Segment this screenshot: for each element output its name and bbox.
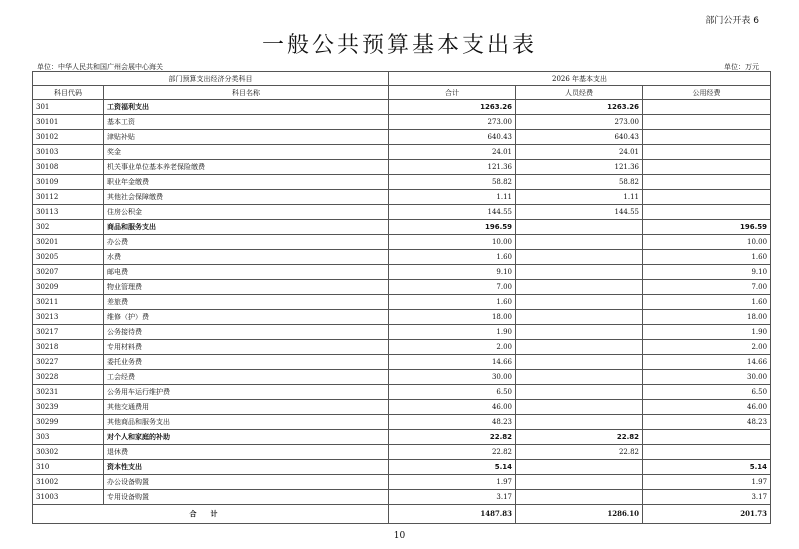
table-row xyxy=(33,130,771,145)
row-personnel: 22.82 xyxy=(516,430,643,445)
row-total: 48.23 xyxy=(389,415,516,430)
row-personnel xyxy=(516,460,643,475)
table-row xyxy=(33,190,771,205)
header-personnel: 人员经费 xyxy=(516,86,643,100)
row-name: 工资福利支出 xyxy=(104,100,389,115)
row-personnel xyxy=(516,235,643,250)
row-public xyxy=(643,160,771,175)
row-total: 58.82 xyxy=(389,175,516,190)
row-code: 30231 xyxy=(33,385,104,400)
row-name: 维修（护）费 xyxy=(104,310,389,325)
row-personnel: 144.55 xyxy=(516,205,643,220)
row-name: 奖金 xyxy=(104,145,389,160)
row-public: 6.50 xyxy=(643,385,771,400)
table-row xyxy=(33,115,771,130)
row-total: 1263.26 xyxy=(389,100,516,115)
row-name: 机关事业单位基本养老保险缴费 xyxy=(104,160,389,175)
row-code: 303 xyxy=(33,430,104,445)
header-name: 科目名称 xyxy=(104,86,389,100)
row-public xyxy=(643,115,771,130)
row-public: 196.59 xyxy=(643,220,771,235)
table-row xyxy=(33,445,771,460)
table-row xyxy=(33,205,771,220)
table-row xyxy=(33,265,771,280)
table-row xyxy=(33,355,771,370)
row-code: 30239 xyxy=(33,400,104,415)
row-total: 3.17 xyxy=(389,490,516,505)
row-public: 46.00 xyxy=(643,400,771,415)
row-public xyxy=(643,145,771,160)
row-name: 物业管理费 xyxy=(104,280,389,295)
table-row xyxy=(33,235,771,250)
total-personnel: 1286.10 xyxy=(516,505,643,524)
total-sum: 1487.83 xyxy=(389,505,516,524)
table-row xyxy=(33,460,771,475)
row-total: 5.14 xyxy=(389,460,516,475)
row-public: 1.97 xyxy=(643,475,771,490)
row-personnel xyxy=(516,280,643,295)
row-name: 资本性支出 xyxy=(104,460,389,475)
row-public: 7.00 xyxy=(643,280,771,295)
row-total: 14.66 xyxy=(389,355,516,370)
row-personnel xyxy=(516,250,643,265)
row-public xyxy=(643,100,771,115)
row-total: 1.60 xyxy=(389,295,516,310)
row-personnel: 58.82 xyxy=(516,175,643,190)
row-personnel xyxy=(516,340,643,355)
row-total: 9.10 xyxy=(389,265,516,280)
row-total: 1.90 xyxy=(389,325,516,340)
row-total: 46.00 xyxy=(389,400,516,415)
row-code: 30201 xyxy=(33,235,104,250)
row-name: 专用材料费 xyxy=(104,340,389,355)
row-name: 办公设备购置 xyxy=(104,475,389,490)
page-number: 10 xyxy=(393,531,406,541)
row-name: 专用设备购置 xyxy=(104,490,389,505)
total-row xyxy=(33,505,771,524)
header-public: 公用经费 xyxy=(643,86,771,100)
total-label: 合计 xyxy=(33,505,389,524)
row-total: 2.00 xyxy=(389,340,516,355)
table-row xyxy=(33,310,771,325)
table-row xyxy=(33,220,771,235)
unit-currency: 单位：万元 xyxy=(724,63,759,71)
row-personnel: 1263.26 xyxy=(516,100,643,115)
table-row xyxy=(33,280,771,295)
header-economic-category: 部门预算支出经济分类科目 xyxy=(33,72,389,86)
row-name: 津贴补贴 xyxy=(104,130,389,145)
row-code: 30109 xyxy=(33,175,104,190)
row-personnel xyxy=(516,310,643,325)
row-personnel: 1.11 xyxy=(516,190,643,205)
row-name: 邮电费 xyxy=(104,265,389,280)
row-total: 10.00 xyxy=(389,235,516,250)
row-personnel xyxy=(516,385,643,400)
row-personnel: 22.82 xyxy=(516,445,643,460)
row-code: 30102 xyxy=(33,130,104,145)
table-row xyxy=(33,160,771,175)
row-total: 24.01 xyxy=(389,145,516,160)
row-public: 30.00 xyxy=(643,370,771,385)
row-name: 工会经费 xyxy=(104,370,389,385)
row-name: 其他社会保障缴费 xyxy=(104,190,389,205)
header-total: 合计 xyxy=(389,86,516,100)
row-personnel xyxy=(516,475,643,490)
row-code: 30217 xyxy=(33,325,104,340)
table-row xyxy=(33,385,771,400)
row-code: 302 xyxy=(33,220,104,235)
row-name: 差旅费 xyxy=(104,295,389,310)
row-public xyxy=(643,445,771,460)
row-code: 31003 xyxy=(33,490,104,505)
row-code: 30209 xyxy=(33,280,104,295)
row-name: 其他交通费用 xyxy=(104,400,389,415)
row-personnel xyxy=(516,220,643,235)
row-code: 31002 xyxy=(33,475,104,490)
row-public: 14.66 xyxy=(643,355,771,370)
row-personnel xyxy=(516,295,643,310)
row-public xyxy=(643,130,771,145)
row-code: 301 xyxy=(33,100,104,115)
row-personnel: 640.43 xyxy=(516,130,643,145)
row-total: 1.11 xyxy=(389,190,516,205)
table-row xyxy=(33,475,771,490)
row-total: 1.60 xyxy=(389,250,516,265)
table-row xyxy=(33,175,771,190)
row-code: 30112 xyxy=(33,190,104,205)
row-code: 30228 xyxy=(33,370,104,385)
row-name: 对个人和家庭的补助 xyxy=(104,430,389,445)
row-code: 30207 xyxy=(33,265,104,280)
row-total: 121.36 xyxy=(389,160,516,175)
budget-table xyxy=(32,71,771,524)
unit-organization: 单位：中华人民共和国广州会展中心海关 xyxy=(37,63,163,71)
header-column-row xyxy=(33,86,771,100)
row-total: 196.59 xyxy=(389,220,516,235)
row-personnel xyxy=(516,400,643,415)
row-name: 办公费 xyxy=(104,235,389,250)
row-public xyxy=(643,430,771,445)
row-code: 30101 xyxy=(33,115,104,130)
row-personnel xyxy=(516,265,643,280)
table-row xyxy=(33,490,771,505)
header-group-row xyxy=(33,72,771,86)
total-public: 201.73 xyxy=(643,505,771,524)
row-name: 其他商品和服务支出 xyxy=(104,415,389,430)
table-row xyxy=(33,325,771,340)
row-personnel xyxy=(516,355,643,370)
header-basic-expenditure: 2026 年基本支出 xyxy=(389,72,771,86)
row-public: 5.14 xyxy=(643,460,771,475)
row-code: 30218 xyxy=(33,340,104,355)
table-row xyxy=(33,250,771,265)
row-public: 9.10 xyxy=(643,265,771,280)
row-total: 22.82 xyxy=(389,445,516,460)
page-title: 一般公共预算基本支出表 xyxy=(261,33,537,58)
row-name: 住房公积金 xyxy=(104,205,389,220)
row-public: 1.60 xyxy=(643,295,771,310)
row-personnel xyxy=(516,325,643,340)
budget-table-body xyxy=(33,72,771,524)
row-public: 18.00 xyxy=(643,310,771,325)
row-personnel: 24.01 xyxy=(516,145,643,160)
table-row xyxy=(33,340,771,355)
header-code: 科目代码 xyxy=(33,86,104,100)
table-row xyxy=(33,415,771,430)
row-name: 公务接待费 xyxy=(104,325,389,340)
row-name: 退休费 xyxy=(104,445,389,460)
row-total: 273.00 xyxy=(389,115,516,130)
row-code: 30213 xyxy=(33,310,104,325)
table-row xyxy=(33,100,771,115)
form-number: 部门公开表 6 xyxy=(705,16,759,26)
row-total: 640.43 xyxy=(389,130,516,145)
row-total: 144.55 xyxy=(389,205,516,220)
row-public xyxy=(643,205,771,220)
row-total: 22.82 xyxy=(389,430,516,445)
row-name: 基本工资 xyxy=(104,115,389,130)
row-code: 310 xyxy=(33,460,104,475)
row-code: 30113 xyxy=(33,205,104,220)
row-personnel xyxy=(516,415,643,430)
row-personnel: 121.36 xyxy=(516,160,643,175)
row-name: 公务用车运行维护费 xyxy=(104,385,389,400)
row-public: 1.90 xyxy=(643,325,771,340)
row-personnel xyxy=(516,370,643,385)
row-public: 48.23 xyxy=(643,415,771,430)
row-total: 30.00 xyxy=(389,370,516,385)
row-public xyxy=(643,190,771,205)
row-code: 30302 xyxy=(33,445,104,460)
row-public xyxy=(643,175,771,190)
row-personnel xyxy=(516,490,643,505)
row-total: 6.50 xyxy=(389,385,516,400)
table-row xyxy=(33,400,771,415)
table-row xyxy=(33,370,771,385)
row-code: 30103 xyxy=(33,145,104,160)
row-public: 10.00 xyxy=(643,235,771,250)
row-name: 水费 xyxy=(104,250,389,265)
row-code: 30299 xyxy=(33,415,104,430)
row-code: 30227 xyxy=(33,355,104,370)
row-total: 7.00 xyxy=(389,280,516,295)
row-name: 职业年金缴费 xyxy=(104,175,389,190)
row-public: 3.17 xyxy=(643,490,771,505)
row-code: 30205 xyxy=(33,250,104,265)
row-personnel: 273.00 xyxy=(516,115,643,130)
row-public: 2.00 xyxy=(643,340,771,355)
row-code: 30108 xyxy=(33,160,104,175)
row-name: 商品和服务支出 xyxy=(104,220,389,235)
table-row xyxy=(33,430,771,445)
row-code: 30211 xyxy=(33,295,104,310)
row-total: 1.97 xyxy=(389,475,516,490)
row-public: 1.60 xyxy=(643,250,771,265)
row-name: 委托业务费 xyxy=(104,355,389,370)
table-row xyxy=(33,145,771,160)
table-row xyxy=(33,295,771,310)
row-total: 18.00 xyxy=(389,310,516,325)
